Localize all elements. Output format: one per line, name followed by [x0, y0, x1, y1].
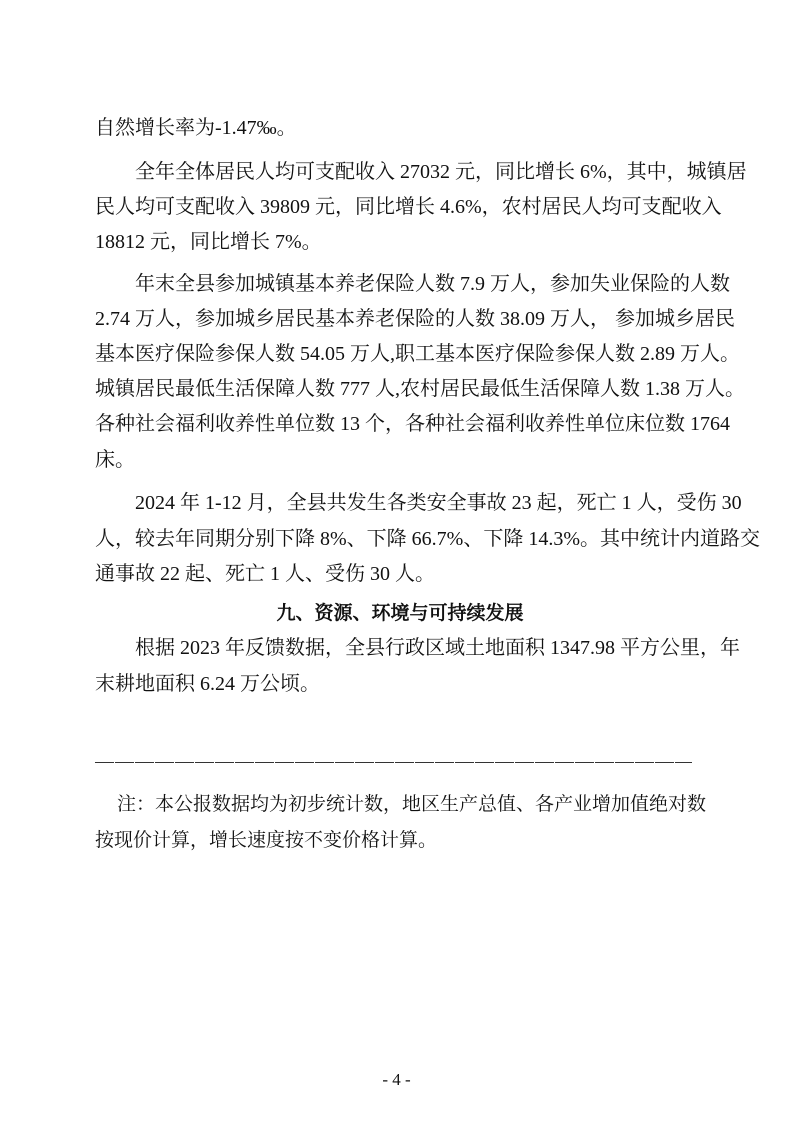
paragraph-line: 根据 2023 年反馈数据，全县行政区域土地面积 1347.98 平方公里，年	[135, 637, 740, 659]
paragraph-line: 基本医疗保险参保人数 54.05 万人,职工基本医疗保险参保人数 2.89 万人。	[95, 343, 740, 365]
paragraph-line: 城镇居民最低生活保障人数 777 人,农村居民最低生活保障人数 1.38 万人。	[95, 378, 745, 400]
paragraph-line: 床。	[95, 449, 135, 471]
section-heading: 九、资源、环境与可持续发展	[276, 602, 524, 624]
paragraph-line: 民人均可支配收入 39809 元，同比增长 4.6%，农村居民人均可支配收入	[95, 196, 722, 218]
note-line: 注：本公报数据均为初步统计数，地区生产总值、各产业增加值绝对数	[117, 794, 707, 815]
note-line: 按现价计算，增长速度按不变价格计算。	[95, 830, 438, 851]
paragraph-line: 各种社会福利收养性单位数 13 个，各种社会福利收养性单位床位数 1764	[95, 413, 730, 435]
paragraph-line: 自然增长率为-1.47‰。	[95, 117, 297, 139]
paragraph-line: 通事故 22 起、死亡 1 人、受伤 30 人。	[95, 563, 435, 585]
paragraph-line: 2024 年 1-12 月，全县共发生各类安全事故 23 起，死亡 1 人，受伤 30	[135, 492, 742, 514]
paragraph-line: 末耕地面积 6.24 万公顷。	[95, 673, 320, 695]
paragraph-line: 年末全县参加城镇基本养老保险人数 7.9 万人，参加失业保险的人数	[135, 273, 730, 295]
separator-rule	[95, 762, 692, 763]
page-number: - 4 -	[382, 1070, 411, 1089]
paragraph-line: 人，较去年同期分别下降 8%、下降 66.7%、下降 14.3%。其中统计内道路交	[95, 528, 760, 550]
paragraph-line: 2.74 万人，参加城乡居民基本养老保险的人数 38.09 万人， 参加城乡居民	[95, 308, 735, 330]
paragraph-line: 18812 元，同比增长 7%。	[95, 231, 322, 253]
paragraph-line: 全年全体居民人均可支配收入 27032 元，同比增长 6%，其中，城镇居	[135, 161, 747, 183]
